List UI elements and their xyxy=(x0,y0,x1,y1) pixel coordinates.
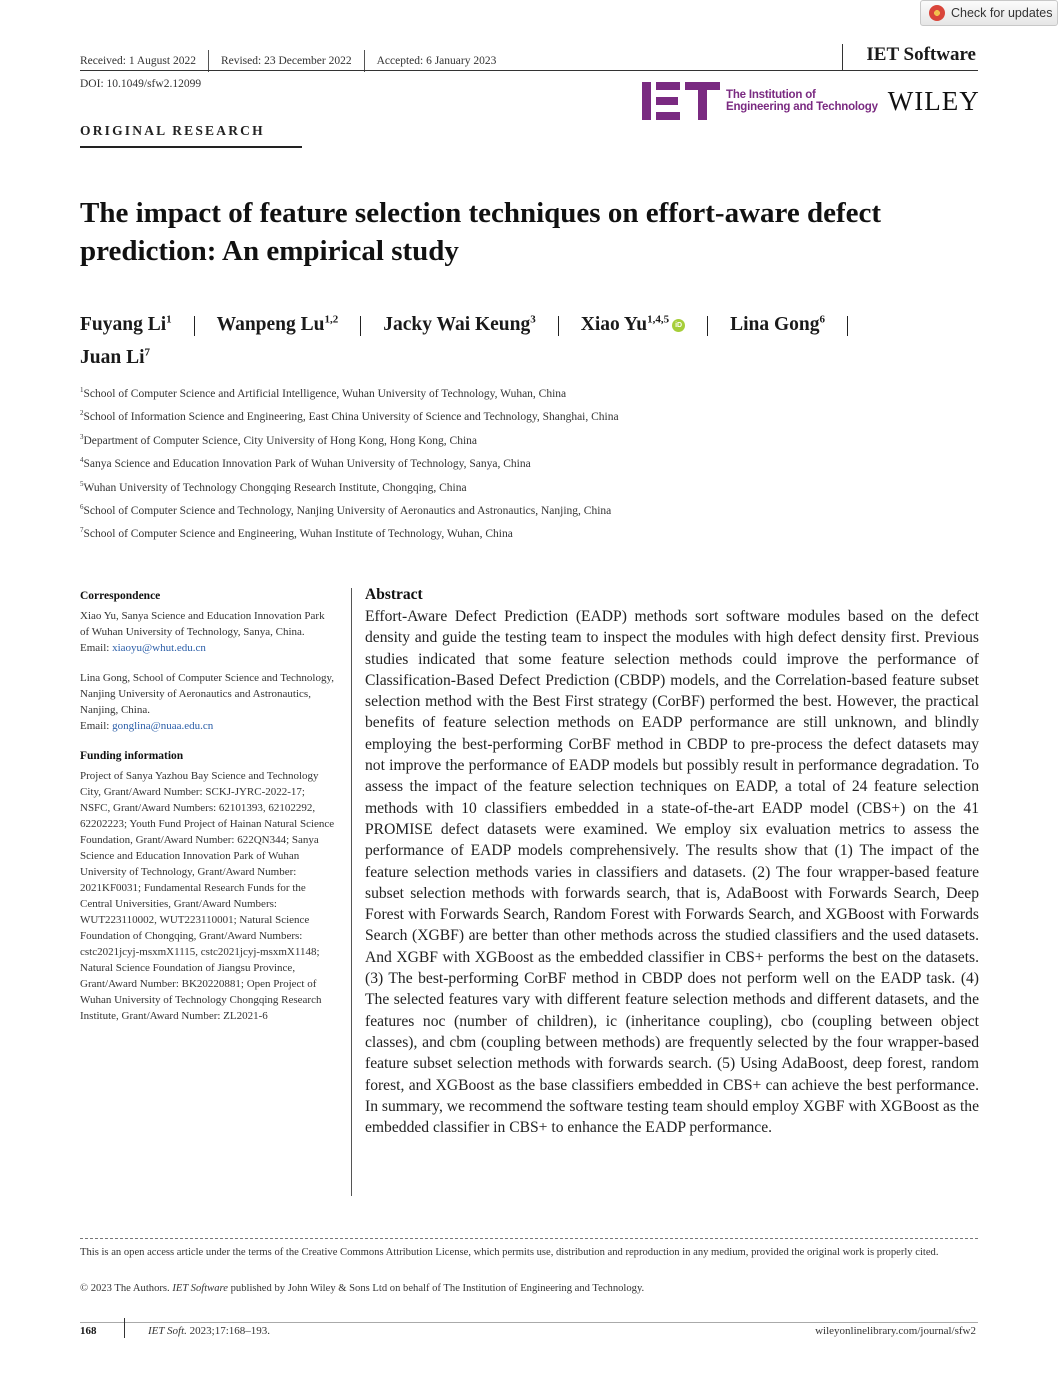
crossmark-icon xyxy=(929,5,945,21)
divider xyxy=(194,316,195,336)
article-title: The impact of feature selection techniques on effort-aware defect prediction: An empirical study xyxy=(80,197,882,267)
journal-name: IET Software xyxy=(866,44,976,65)
divider xyxy=(558,316,559,336)
iet-line-1: The Institution of xyxy=(726,89,816,101)
check-for-updates-button[interactable] xyxy=(920,0,1058,26)
affiliation: $^7$School of Computer Science and Engineering, Wuhan Institute of Technology, Wuhan, China xyxy=(80,526,513,541)
accepted-date: Accepted: 6 January 2023 xyxy=(376,55,497,67)
abstract-heading: Abstract xyxy=(365,586,423,603)
wiley-logo: WILEY xyxy=(887,85,980,116)
affiliation: $^5$Wuhan University of Technology Chongqing Research Institute, Chongqing, China xyxy=(80,479,467,494)
correspondence-entry: Xiao Yu, Sanya Science and Education Innovation Park of Wuhan University of Technology, Sanya, China. Email: xiaoyu@whut.edu.cn xyxy=(80,610,325,654)
revised-date: Revised: 23 December 2022 xyxy=(220,55,352,67)
page-number: 168 xyxy=(80,1325,97,1337)
author[interactable]: Jacky Wai Keung$^3$ xyxy=(383,313,536,335)
footer-rule xyxy=(80,1322,978,1323)
orcid-icon[interactable]: iD xyxy=(672,319,685,332)
column-divider xyxy=(351,588,352,1196)
affiliations xyxy=(80,386,980,550)
footnote-rule xyxy=(80,1238,978,1239)
section-underline xyxy=(80,146,302,148)
divider xyxy=(360,316,361,336)
author[interactable]: Lina Gong$^6$ xyxy=(730,313,825,335)
author[interactable]: Xiao Yu$^{1,4,5}$iD xyxy=(581,308,685,341)
article-dates xyxy=(80,50,508,72)
affiliation: $^6$School of Computer Science and Technology, Nanjing University of Aeronautics and Astronautics, Nanjing, China xyxy=(80,502,612,517)
author[interactable]: Juan Li$^7$ xyxy=(80,346,150,368)
citation: IET Soft. 2023;17:168–193. xyxy=(148,1325,271,1337)
received-date: Received: 1 August 2022 xyxy=(80,55,196,67)
iet-logo-icon xyxy=(642,82,720,120)
email-link[interactable]: xiaoyu@whut.edu.cn xyxy=(112,642,206,654)
section-label: ORIGINAL RESEARCH xyxy=(80,123,265,138)
divider xyxy=(707,316,708,336)
funding-text: Project of Sanya Yazhou Bay Science and Technology City, Grant/Award Number: SCKJ-JYRC-2022-17; NSFC, Grant/Award Numbers: 62101393, 62102292, 62202223; Youth Fund Project of Hainan Natural Science Foundation, Grant/Award Number: 622QN344; Sanya Science and Education Innovation Park of Wuhan University of Technology, Grant/Award Number: 2021KF0031; Fundamental Research Funds for the Central Universities, Grant/Award Numbers: WUT223110002, WUT223110001; Natural Science Foundation of Chongqing, Grant/Award Numbers: cstc2021jcyj-msxmX1115, cstc2021jcyj-msxmX1148; Natural Science Foundation of Jiangsu Province, Grant/Award Number: BK20220881; Open Project of Wuhan University of Technology Chongqing Research Institute, Grant/Award Number: ZL2021-6 xyxy=(80,770,335,1022)
divider xyxy=(842,44,843,71)
abstract-text: Effort-Aware Defect Prediction (EADP) methods sort software modules based on the defect density and guide the testing team to inspect the modules with high defect density first. Previous studies indicated that some feature selection methods could improve the performance of Classification-Based Defect Prediction (CBDP) models, and the Correlation-based feature subset selection method with the Best First strategy (CorBF) performed the best. However, the practical benefits of feature selection methods on EADP performance are still unknown, and blindly employing the best-performing CorBF method in CBDP to pre-process the defect datasets may not improve the performance of EADP models but possibly result in performance degradation. To assess the impact of the feature selection techniques on EADP, a total of 24 feature selection methods with 10 classifiers embedded in a state-of-the-art EADP model (CBS+) on the 41 PROMISE defect datasets were examined. We employ six evaluation metrics to assess the performance of EADP models comprehensively. The results show that (1) The impact of the feature selection methods varies in classifiers and datasets. (2) The four wrapper-based feature subset selection methods with forwards search, that is, AdaBoost with Forwards Search, Deep Forest with Forwards Search, Random Forest with Forwards Search, and XGBoost with Forwards Search (XGBF) are better than other methods across the studied classifiers and the used datasets. And XGBF with XGBoost as the embedded classifier in CBS+ performs the best on the datasets. (3) The best-performing CorBF method in CBDP does not perform well on the EADP task. (4) The selected features vary with different feature selection methods and different datasets, and the features noc (number of children), ic (inheritance coupling), cbo (coupling between object classes), and cbm (coupling between methods) are frequently selected by the four wrapper-based feature subset selection methods with forwards search. (5) Using AdaBoost, deep forest, random forest, and XGBoost as the base classifiers embedded in CBS+ can achieve the best performance. In summary, we recommend the software testing team should employ XGBF with XGBoost as the embedded classifier in CBS+ to enhance the EADP performance. xyxy=(365,608,979,1137)
copyright: © 2023 The Authors. IET Software published by John Wiley & Sons Ltd on behalf of The Institution of Engineering and Technology. xyxy=(80,1283,645,1294)
email-link[interactable]: gonglina@nuaa.edu.cn xyxy=(112,720,214,732)
journal-url[interactable]: wileyonlinelibrary.com/journal/sfw2 xyxy=(815,1325,976,1337)
correspondence-entry: Lina Gong, School of Computer Science and Technology, Nanjing University of Aeronautics and Astronautics, Nanjing, China. Email: gonglina@nuaa.edu.cn xyxy=(80,672,335,732)
affiliation: $^3$Department of Computer Science, City University of Hong Kong, Hong Kong, China xyxy=(80,432,477,447)
iet-logo-text xyxy=(726,89,878,113)
divider xyxy=(847,316,848,336)
author-list xyxy=(80,308,980,374)
header-rule xyxy=(80,70,978,71)
check-for-updates-label: Check for updates xyxy=(951,6,1053,20)
author[interactable]: Wanpeng Lu$^{1,2}$ xyxy=(216,313,339,335)
divider xyxy=(124,1318,125,1338)
publisher-logos xyxy=(642,82,980,120)
iet-line-2: Engineering and Technology xyxy=(726,101,878,113)
affiliation: $^2$School of Information Science and Engineering, East China University of Science and Technology, Shanghai, China xyxy=(80,409,619,424)
sidebar xyxy=(80,588,336,1038)
doi[interactable]: DOI: 10.1049/sfw2.12099 xyxy=(80,78,202,90)
open-access-notice: This is an open access article under the terms of the Creative Commons Attribution License, which permits use, distribution and reproduction in any medium, provided the original work is properly cited. xyxy=(80,1247,939,1258)
affiliation: $^4$Sanya Science and Education Innovation Park of Wuhan University of Technology, Sanya, China xyxy=(80,456,531,470)
correspondence-heading: Correspondence xyxy=(80,590,161,602)
author[interactable]: Fuyang Li$^1$ xyxy=(80,313,172,335)
affiliation: $^1$School of Computer Science and Artificial Intelligence, Wuhan University of Technology, Wuhan, China xyxy=(80,386,567,400)
funding-heading: Funding information xyxy=(80,750,184,762)
